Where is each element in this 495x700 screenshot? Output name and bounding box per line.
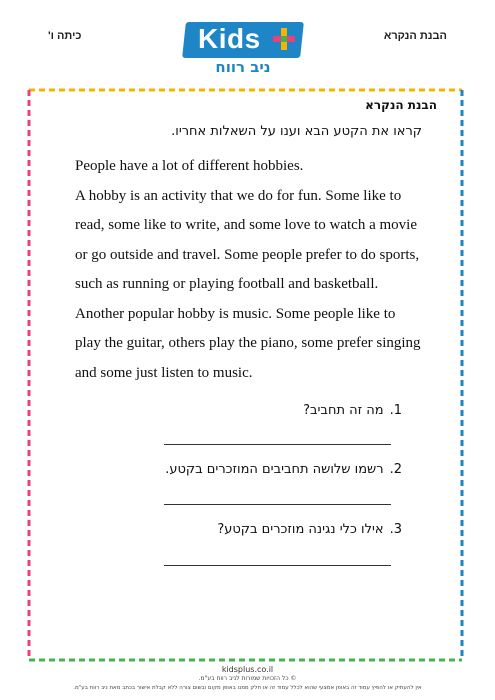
- question-number: 1.: [389, 403, 402, 418]
- logo-subtitle: ניב רווח: [215, 58, 271, 76]
- passage-line: such as running or playing football and basketball.: [75, 276, 379, 292]
- question-1: [303, 403, 402, 418]
- answer-line-2[interactable]: [164, 504, 391, 505]
- passage-line: People have a lot of different hobbies.: [75, 158, 304, 174]
- question-number: 2.: [389, 462, 402, 477]
- worksheet-instruction: קראו את הקטע הבא וענו על השאלות אחריו.: [171, 124, 422, 139]
- passage-line: play the guitar, others play the piano, some prefer singing: [75, 335, 421, 351]
- passage-line: Another popular hobby is music. Some people like to: [75, 305, 396, 322]
- reading-passage: [75, 152, 430, 388]
- answer-line-1[interactable]: [164, 444, 391, 445]
- question-3: [217, 522, 402, 537]
- logo-brand: Kids: [198, 23, 261, 54]
- question-text: אילו כלי נגינה מוזכרים בקטע?: [217, 522, 384, 537]
- plus-icon: [273, 28, 295, 50]
- kids-logo: [184, 22, 302, 76]
- topic-label: הבנת הנקרא: [383, 30, 447, 42]
- worksheet-title: הבנת הנקרא: [365, 98, 437, 112]
- passage-line: or go outside and travel. Some people prefer to do sports,: [75, 246, 420, 263]
- grade-label: כיתה ו': [48, 30, 82, 42]
- footer-copyright: © כל הזכויות שמורות לניב רווח בע"מ.: [198, 675, 297, 682]
- question-number: 3.: [389, 522, 402, 537]
- question-text: רשמו שלושה תחביבים המוזכרים בקטע.: [165, 462, 384, 477]
- question-2: [165, 462, 402, 477]
- passage-line: and some just listen to music.: [75, 364, 253, 381]
- question-text: מה זה תחביב?: [303, 403, 384, 418]
- passage-line: A hobby is an activity that we do for fun. Some like to: [75, 187, 402, 204]
- footer-rights: אין להעתיק או להפיץ עמוד זה באופן אמצעי שהוא לכלל עמוד זה או חלק ממנו באופן מקום ובשום צורה ללא קבלת אישור בכתב מאת ניב רווח בע"מ.: [73, 685, 422, 691]
- passage-line: read, some like to write, and some love to watch a movie: [75, 217, 417, 233]
- answer-line-3[interactable]: [164, 565, 391, 566]
- footer-site: kidsplus.co.il: [221, 665, 274, 674]
